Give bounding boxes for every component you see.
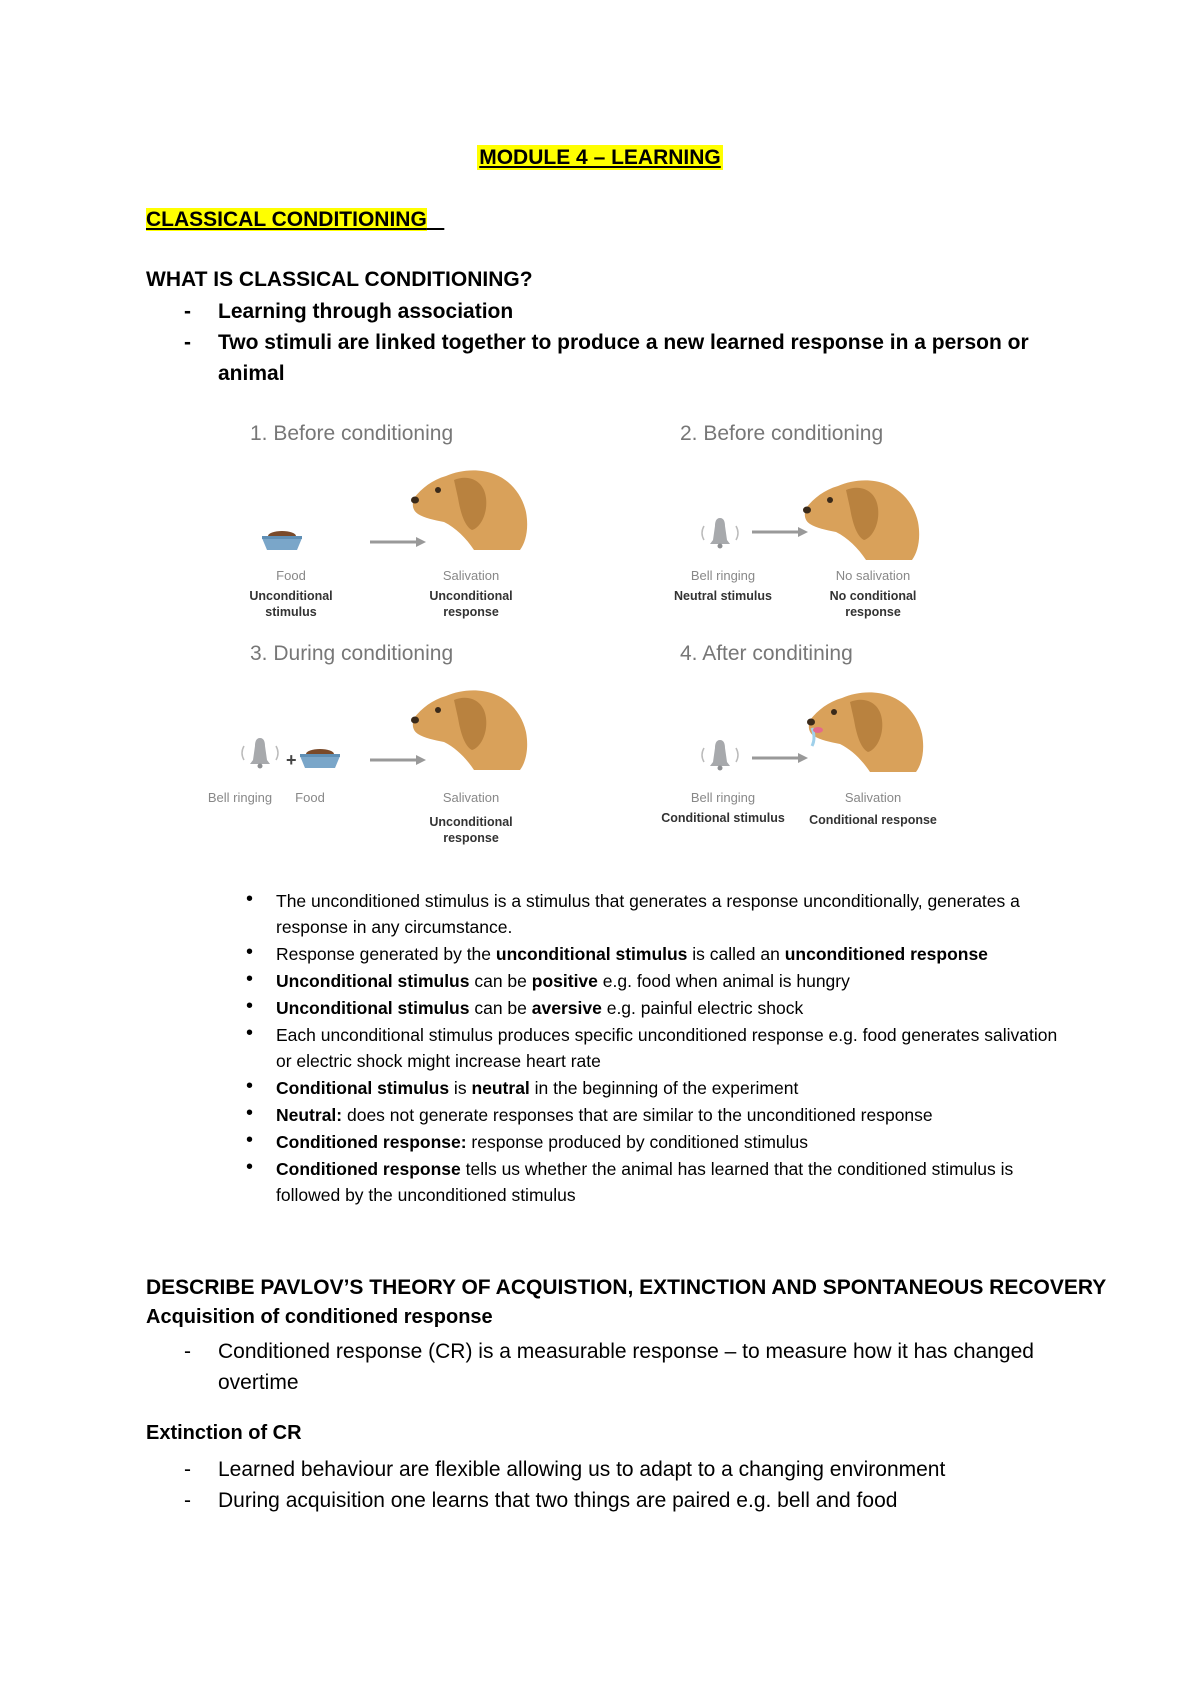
panel-title: 2. Before conditioning [680,422,884,445]
text-segment: is called an [687,944,785,964]
question-heading-2: DESCRIBE PAVLOV’S THEORY OF ACQUISTION, EXTINCTION AND SPONTANEOUS RECOVERY [146,1276,1107,1299]
bullet-item [246,1102,1076,1128]
panel-title: 3. During conditioning [250,642,454,665]
bullet-item [246,968,1076,994]
dog-icon [411,690,527,770]
food-bowl-icon [300,749,340,768]
arrow-icon [752,753,808,763]
list-item: - Conditioned response (CR) is a measurable response – to measure how it has changed overtime [184,1336,1064,1398]
arrow-icon [370,537,426,547]
arrow-icon [370,755,426,765]
text-segment: e.g. food when animal is hungry [597,971,850,991]
label-bold: Conditional response [809,813,937,827]
bold-term: Unconditional stimulus [276,971,470,991]
label-bold: Unconditional response [429,589,513,619]
list-item: - During acquisition one learns that two things are paired e.g. bell and food [184,1485,1064,1516]
label-small: Bell ringing [690,568,756,583]
list-item: - Learning through association [184,296,1064,327]
label-small: Salivation [442,568,500,583]
definition-bullets [246,888,1076,1209]
bold-term: aversive [531,998,602,1018]
bold-term: Neutral: [276,1105,343,1125]
label-small: Food [276,568,306,583]
label-small: No salivation [835,568,911,583]
bullet-item [246,1075,1076,1101]
text-segment: is [449,1078,472,1098]
acquisition-list [184,1336,1064,1398]
text-segment: can be [469,971,532,991]
text-segment: in the beginning of the experiment [529,1078,799,1098]
text-segment: Response generated by the [276,944,496,964]
extinction-list [184,1454,1064,1516]
plus-sign: + [286,750,297,770]
bold-term: Conditional stimulus [276,1078,450,1098]
label-small: Salivation [844,790,902,805]
list-item: - Learned behaviour are flexible allowing us to adapt to a changing environment [184,1454,1064,1485]
section-heading: CLASSICAL CONDITIONING [146,208,427,231]
bullet-item [246,1022,1076,1074]
text-segment: does not generate responses that are similar to the unconditioned response [342,1105,933,1125]
bold-term: unconditioned response [784,944,988,964]
bullet-item [246,941,1076,967]
bullet-item [246,1156,1076,1208]
dog-icon [807,692,923,772]
bullet-item [246,995,1076,1021]
list-item: - Two stimuli are linked together to produce a new learned response in a person or animal [184,327,1064,389]
dog-icon [411,470,527,550]
arrow-icon [752,527,808,537]
bullet-item [246,888,1076,940]
bold-term: unconditional stimulus [495,944,688,964]
label-bold: Neutral stimulus [674,589,772,603]
tongue-icon [813,727,823,733]
bold-term: positive [531,971,598,991]
bold-term: Unconditional stimulus [276,998,470,1018]
q1-list [184,296,1064,389]
label-small: Bell ringing [207,790,273,805]
text-segment: can be [469,998,532,1018]
label-small: Food [295,790,325,805]
subheading-acquisition: Acquisition of conditioned response [146,1306,493,1328]
food-bowl-icon [262,531,302,550]
subheading-extinction: Extinction of CR [146,1422,302,1444]
bell-icon [242,738,278,769]
text-segment: The unconditioned stimulus is a stimulus that generates a response unconditionally, generates a response in any circumstance. [276,891,1020,937]
conditioning-diagram [207,420,950,860]
panel-title: 4. After conditining [680,642,853,665]
document-title: MODULE 4 – LEARNING [479,146,721,169]
dog-icon [803,480,919,560]
label-bold: Conditional stimulus [661,811,785,825]
label-bold: Unconditional response [429,815,513,845]
text-segment: tells us whether the animal has learned that the conditioned stimulus is followed by the unconditioned stimulus [276,1159,1014,1205]
label-small: Salivation [442,790,500,805]
label-bold: No conditional response [829,589,917,619]
text-segment: response produced by conditioned stimulus [466,1132,809,1152]
text-segment: Each unconditional stimulus produces specific unconditioned response e.g. food generates salivation or electric shock might increase heart rate [276,1025,1058,1071]
bell-icon [702,518,738,549]
question-heading-1: WHAT IS CLASSICAL CONDITIONING? [146,268,533,291]
bold-term: Conditioned response: [276,1132,467,1152]
text-segment: e.g. painful electric shock [601,998,804,1018]
label-bold: Unconditional stimulus [249,589,333,619]
bold-term: Conditioned response [276,1159,461,1179]
panel-title: 1. Before conditioning [250,422,454,445]
bullet-item [246,1129,1076,1155]
bell-icon [702,740,738,771]
bold-term: neutral [471,1078,530,1098]
label-small: Bell ringing [690,790,756,805]
